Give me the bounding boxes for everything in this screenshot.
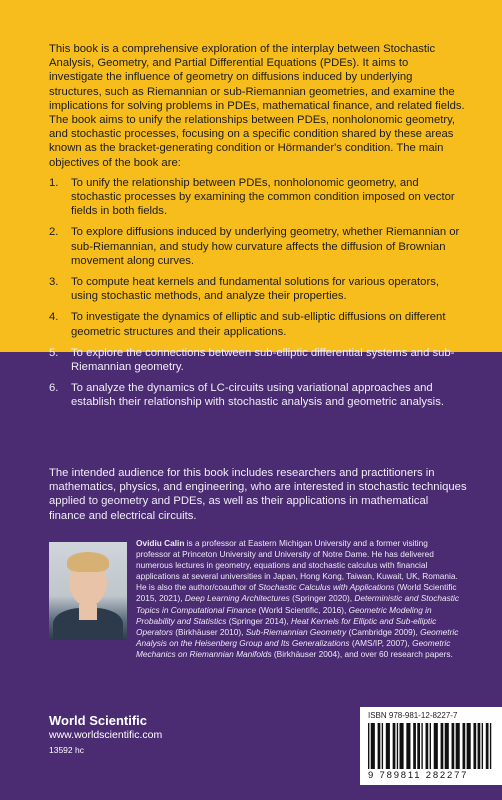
barcode-bars — [368, 723, 494, 769]
barcode-bar — [452, 723, 455, 769]
barcode-bar — [467, 723, 471, 769]
publisher-url: www.worldscientific.com — [49, 729, 163, 741]
list-item: 3. To compute heat kernels and fundamental solutions for various operators, using stochastic methods, and analyze their properties. — [49, 276, 439, 303]
barcode-bar — [463, 723, 466, 769]
barcode-bar — [406, 723, 410, 769]
objectives-list — [49, 176, 465, 410]
barcode-bar — [473, 723, 476, 769]
book-title: Stochastic Calculus with Applications — [258, 582, 395, 593]
barcode-bar — [490, 723, 491, 769]
barcode-bar — [397, 723, 398, 769]
book-title: Geometric Modeling in Probability and Statistics — [136, 604, 432, 626]
author-name: Ovidiu Calin — [136, 538, 185, 548]
list-item: 1. To unify the relationship between PDEs, nonholonomic geometry, and stochastic processes by examining the common condition imposed on vector fields in both fields. — [49, 176, 455, 218]
photo-hair — [67, 552, 109, 572]
intro-paragraph: This book is a comprehensive exploration of the interplay between Stochastic Analysis, Geometry, and Partial Differential Equations (PDEs). It aims to investigate the influence of geometry on diffusions induced by underlying structures, such as Riemannian or sub-Riemannian geometries, and examine the implications for solving problems in PDEs, mathematical finance, and related fields. The book aims to unify the relationships between PDEs, nonholonomic geometry, and stochastic processes, focusing on a specific condition shared by these areas known as the bracket-generating condition or Hörmander's condition. The main objectives of the book are: — [49, 43, 465, 169]
barcode-bar — [456, 723, 460, 769]
publisher-code: 13592 hc — [49, 745, 84, 755]
barcode-bar — [430, 723, 431, 769]
barcode-bar — [434, 723, 438, 769]
list-item: 4. To investigate the dynamics of elliptic and sub-elliptic diffusions on different geometric structures and their applications. — [49, 311, 446, 338]
barcode-bar — [445, 723, 449, 769]
book-title: Deterministic and Stochastic Topics in Computational Finance — [136, 593, 460, 615]
publisher-name: World Scientific — [49, 713, 147, 728]
barcode-bar — [382, 723, 383, 769]
barcode-bar — [426, 723, 429, 769]
author-photo — [49, 542, 127, 640]
barcode-number: 9 789811 282277 — [368, 770, 469, 781]
book-title: Sub-Riemannian Geometry — [245, 626, 347, 637]
barcode-bar — [386, 723, 390, 769]
list-item: 2. To explore diffusions induced by underlying geometry, whether Riemannian or sub-Riemannian, and study how curvature affects the diffusion of Brownian movement along curves. — [49, 226, 460, 267]
list-item: 5. To explore the connections between sub-elliptic differential systems and sub-Riemannian geometry. — [49, 346, 455, 374]
barcode-bar — [486, 723, 489, 769]
book-title: Heat Kernels for Elliptic and Sub-elliptic Operators — [136, 615, 437, 637]
description-block — [49, 42, 465, 417]
barcode-bar — [478, 723, 481, 769]
isbn-label: ISBN 978-981-12-8227-7 — [368, 711, 458, 720]
book-title: Geometric Mechanics on Riemannian Manifolds — [136, 637, 451, 659]
book-title: Geometric Analysis on the Heisenberg Group and Its Generalizations — [136, 626, 459, 648]
barcode-bar — [378, 723, 381, 769]
barcode-bar — [482, 723, 483, 769]
photo-neck — [79, 604, 97, 620]
barcode-bar — [417, 723, 420, 769]
barcode-bar — [371, 723, 375, 769]
book-title: Deep Learning Architectures — [184, 593, 290, 604]
barcode-bar — [400, 723, 404, 769]
barcode-bar — [441, 723, 444, 769]
barcode-bar — [413, 723, 416, 769]
list-item: 6. To analyze the dynamics of LC-circuits using variational approaches and establish their relationship with stochastic analysis and geometric analysis. — [49, 382, 444, 409]
barcode-bar — [368, 723, 369, 769]
barcode-bar — [393, 723, 396, 769]
barcode-bar — [421, 723, 422, 769]
author-bio: Ovidiu Calin is a professor at Eastern Michigan University and a former visiting professor at Princeton University and University of Notre Dame. He has delivered numerous lectures in geometry, equations and stochastic calculus with financial applications at several universities in Japan, Hong Kong, Taiwan, Kuwait, UK, Romania. He is also the author/coauthor of Stochastic Calculus with Applications (World Scientific 2015, 2021), Deep Learning Architectures (Springer 2020), Deterministic and Stochastic Topics in Computational Finance (World Scientific, 2016), Geometric Modeling in Probability and Statistics (Springer 2014), Heat Kernels for Elliptic and Sub-elliptic Operators (Birkhäuser 2010), Sub-Riemannian Geometry (Cambridge 2009), Geometric Analysis on the Heisenberg Group and Its Generalizations (AMS/IP, 2007), Geometric Mechanics on Riemannian Manifolds (Birkhäuser 2004), and over 60 research papers. — [136, 538, 460, 659]
barcode-panel — [360, 707, 502, 785]
audience-paragraph: The intended audience for this book includes researchers and practitioners in mathematics, physics, and engineering, who are interested in stochastic techniques applied to geometry and PDEs, as well as their applications in mathematical finance and electrical circuits. — [49, 467, 467, 522]
